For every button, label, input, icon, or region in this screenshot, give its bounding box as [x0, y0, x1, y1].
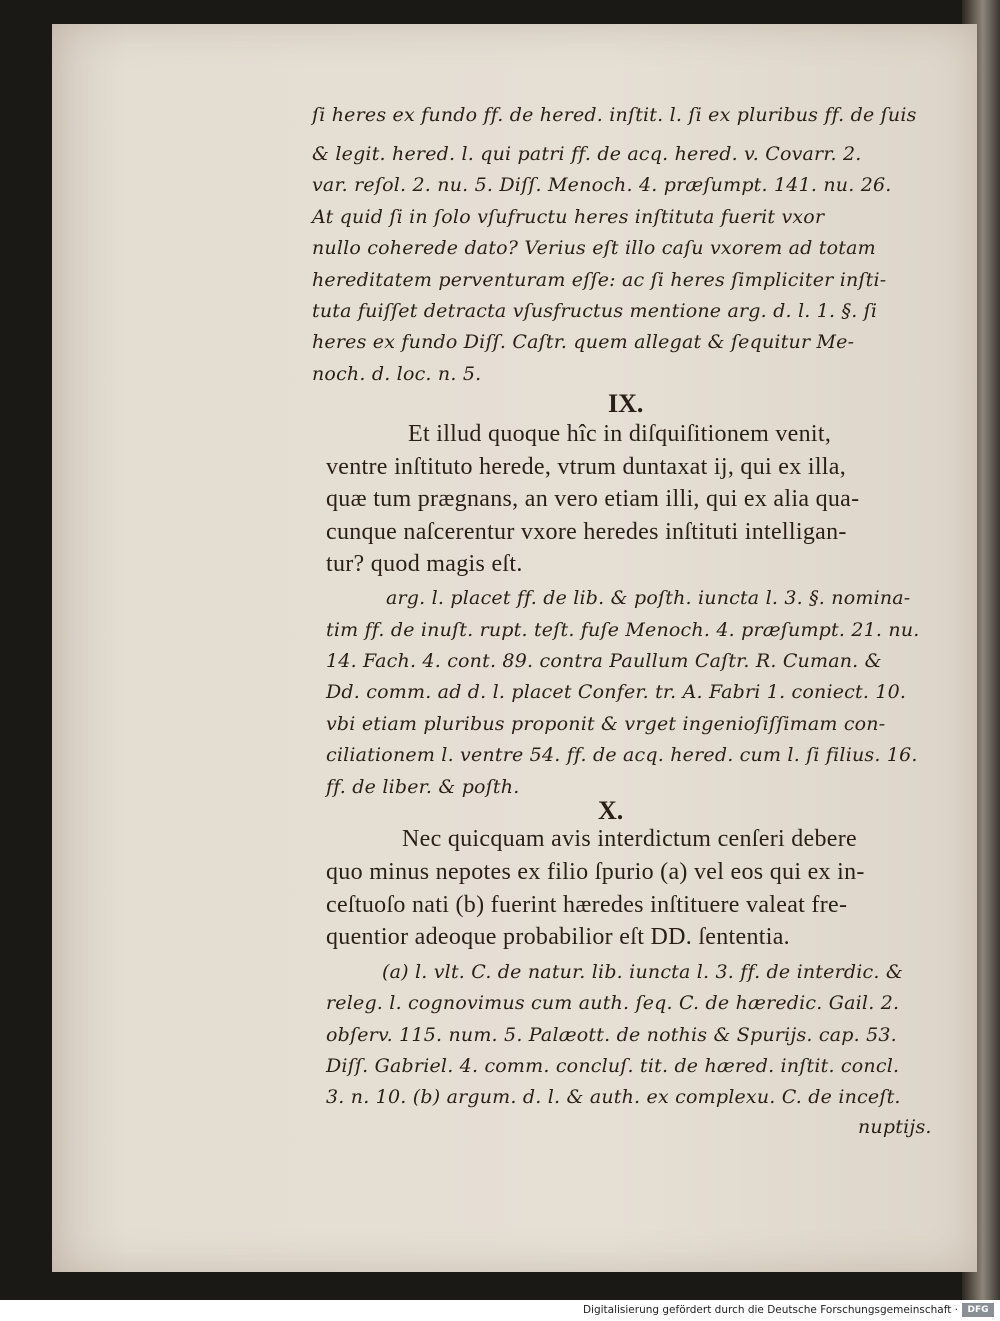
text-line: ff. de liber. & poſth.	[326, 776, 520, 798]
text-line: tuta fuiſſet detracta vſusfructus mentione arg. d. l. 1. §. ſi	[312, 300, 878, 322]
text-line: Et illud quoque hîc in diſquiſitionem venit,	[408, 421, 832, 447]
text-line: At quid ſi in ſolo vſufructu heres inſtituta fuerit vxor	[312, 206, 825, 228]
text-line: obſerv. 115. num. 5. Palæott. de nothis & Spurijs. cap. 53.	[326, 1024, 897, 1046]
text-line: Nec quicquam avis interdictum cenſeri debere	[402, 826, 858, 852]
text-line: hereditatem perventuram eſſe: ac ſi heres ſimpliciter inſti-	[312, 269, 887, 291]
footer-bar	[0, 1300, 1000, 1321]
section-heading-x: X.	[598, 796, 624, 825]
text-line: tim ff. de inuſt. rupt. teſt. fuſe Menoch. 4. præſumpt. 21. nu.	[326, 619, 920, 641]
text-line: quentior adeoque probabilior eſt DD. ſententia.	[326, 924, 790, 950]
text-line: ſi heres ex fundo ff. de hered. inſtit. l. ſi ex pluribus ff. de ſuis	[312, 104, 917, 126]
text-line: releg. l. cognovimus cum auth. ſeq. C. de hæredic. Gail. 2.	[326, 992, 900, 1014]
text-line: heres ex fundo Diſſ. Caſtr. quem allegat & ſequitur Me-	[312, 331, 855, 353]
text-line: ceſtuoſo nati (b) fuerint hæredes inſtituere valeat fre-	[326, 892, 848, 918]
text-line: tur? quod magis eſt.	[326, 551, 523, 577]
text-line: vbi etiam pluribus proponit & vrget ingenioſiſſimam con-	[326, 713, 886, 735]
scan-bottom-edge	[52, 1272, 962, 1300]
funding-credit: Digitalisierung gefördert durch die Deutsche Forschungsgemeinschaft ·	[582, 1304, 958, 1316]
text-line: Diſſ. Gabriel. 4. comm. concluſ. tit. de hæred. inſtit. concl.	[326, 1055, 900, 1077]
text-line: cunque naſcerentur vxore heredes inſtituti intelligan-	[326, 519, 847, 545]
text-line: ciliationem l. ventre 54. ff. de acq. hered. cum l. ſi filius. 16.	[326, 744, 918, 766]
text-line: nullo coherede dato? Verius eſt illo caſu vxorem ad totam	[312, 237, 876, 259]
text-line: var. reſol. 2. nu. 5. Diſſ. Menoch. 4. præſumpt. 141. nu. 26.	[312, 174, 892, 196]
text-line: nuptijs.	[858, 1116, 932, 1138]
text-line: noch. d. loc. n. 5.	[312, 363, 482, 385]
text-line: ventre inſtituto herede, vtrum duntaxat ij, qui ex illa,	[326, 454, 847, 480]
dfg-logo: DFG	[962, 1303, 994, 1317]
text-line: Dd. comm. ad d. l. placet Confer. tr. A. Fabri 1. coniect. 10.	[326, 681, 907, 703]
text-line: quæ tum prægnans, an vero etiam illi, qui ex alia qua-	[326, 486, 860, 512]
text-line: quo minus nepotes ex filio ſpurio (a) vel eos qui ex in-	[326, 859, 865, 885]
section-heading-ix: IX.	[608, 389, 644, 418]
text-line: (a) l. vlt. C. de natur. lib. iuncta l. 3. ff. de interdic. &	[382, 961, 903, 983]
text-line: & legit. hered. l. qui patri ff. de acq. hered. v. Covarr. 2.	[312, 143, 862, 165]
text-line: arg. l. placet ff. de lib. & poſth. iuncta l. 3. §. nomina-	[386, 587, 911, 609]
text-line: 14. Fach. 4. cont. 89. contra Paullum Caſtr. R. Cuman. &	[326, 650, 882, 672]
text-line: 3. n. 10. (b) argum. d. l. & auth. ex complexu. C. de inceſt.	[326, 1086, 901, 1108]
